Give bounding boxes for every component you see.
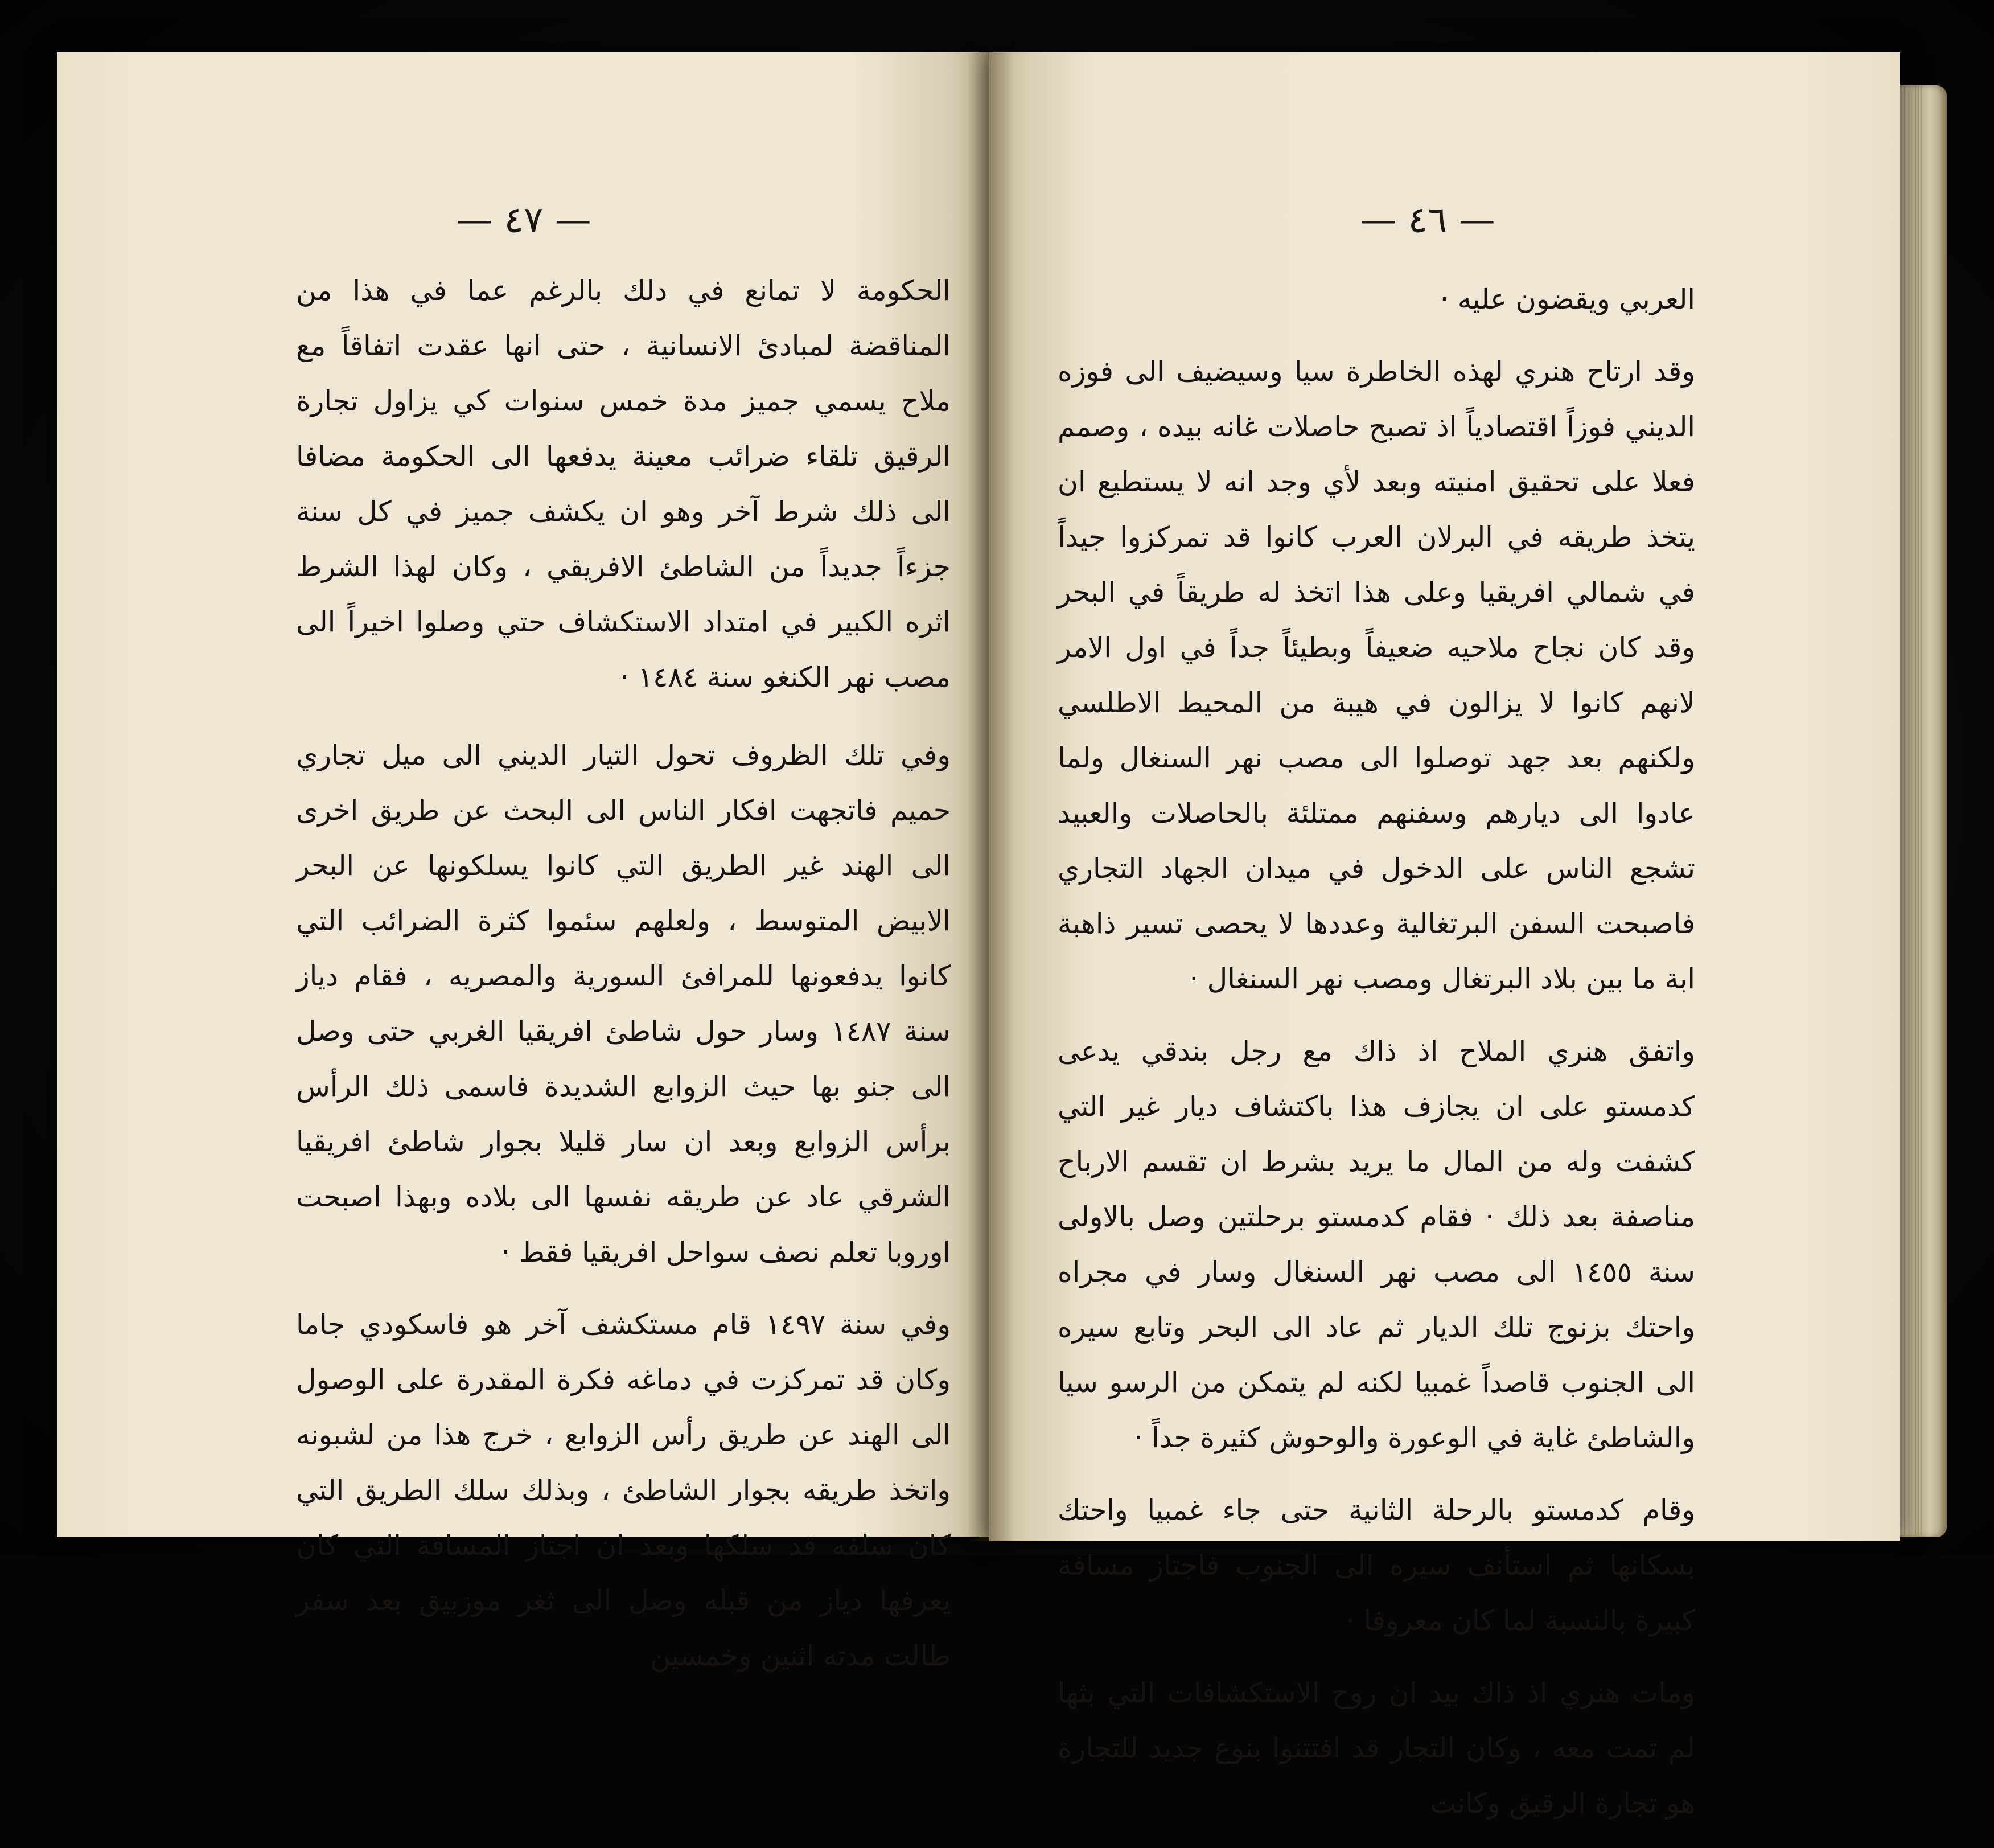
left-page-text (296, 263, 951, 1701)
paragraph: وفي سنة ١٤٩٧ قام مستكشف آخر هو فاسكودي جاما وكان قد تمركزت في دماغه فكرة المقدرة على الوصول الى الهند عن طريق رأس الزوابع ، خرج هذا من لشبونه واتخذ طريقه بجوار الشاطئ ، وبذلك سلك الطريق التي كان سلفه قد سلكها وبعد ان اجتاز المسافة التي كان يعرفها دياز من قبله وصل الى ثغر موزبيق بعد سفر طالت مدته اثنين وخمسين (296, 1308, 951, 1672)
paragraph: العربي ويقضون عليه · (1440, 283, 1695, 315)
paragraph: وقام كدمستو بالرحلة الثانية حتى جاء غمبيا واحتك بسكانها ثم استأنف سيره الى الجنوب فاجتاز مسافة كبيرة بالنسبة لما كان معروفا · (1058, 1494, 1695, 1637)
paragraph: ومات هنري اذ ذاك بيد ان روح الاستكشافات التي بثها لم تمت معه ، وكان التجار قد افتتنوا بنوع جديد للتجارة هو تجارة الرقيق وكانت (1058, 1677, 1695, 1820)
paragraph: وقد ارتاح هنري لهذه الخاطرة سيا وسيضيف الى فوزه الديني فوزاً اقتصادياً اذ تصبح حاصلات غانه بيده ، وصمم فعلا على تحقيق امنيته وبعد لأي وجد انه لا يستطيع ان يتخذ طريقه في البرلان العرب كانوا قد تمركزوا جيداً في شمالي افريقيا وعلى هذا اتخذ له طريقاً في البحر وقد كان نجاح ملاحيه ضعيفاً وبطيئاً جداً في اول الامر لانهم كانوا لا يزالون في هيبة من المحيط الاطلسي ولكنهم بعد جهد توصلوا الى مصب نهر السنغال ولما عادوا الى ديارهم وسفنهم ممتلئة بالحاصلات والعبيد تشجع الناس على الدخول في ميدان الجهاد التجاري فاصبحت السفن البرتغالية وعددها لا يحصى تسير ذاهبة ابة ما بين بلاد البرتغال ومصب نهر السنغال · (1058, 355, 1695, 995)
paragraph: وفي تلك الظروف تحول التيار الديني الى ميل تجاري حميم فاتجهت افكار الناس الى البحث عن طريق اخرى الى الهند غير الطريق التي كانوا يسلكونها عن البحر الابيض المتوسط ، ولعلهم سئموا كثرة الضرائب التي كانوا يدفعونها للمرافئ السورية والمصريه ، فقام دياز سنة ١٤٨٧ وسار حول شاطئ افريقيا الغربي حتى وصل الى جنو بها حيث الزوابع الشديدة فاسمى ذلك الرأس برأس الزوابع وبعد ان سار قليلا بجوار شاطئ افريقيا الشرقي عاد عن طريقه نفسها الى بلاده وبهذا اصبحت اوروبا تعلم نصف سواحل افريقيا فقط · (296, 739, 951, 1268)
right-page-text (1058, 272, 1695, 1848)
page-number: — ٤٦ — (1360, 199, 1495, 241)
paragraph: واتفق هنري الملاح اذ ذاك مع رجل بندقي يدعى كدمستو على ان يجازف هذا باكتشاف ديار غير التي كشفت وله من المال ما يريد بشرط ان تقسم الارباح مناصفة بعد ذلك · فقام كدمستو برحلتين وصل بالاولى سنة ١٤٥٥ الى مصب نهر السنغال وسار في مجراه واحتك بزنوج تلك الديار ثم عاد الى البحر وتابع سيره الى الجنوب قاصداً غمبيا لكنه لم يتمكن من الرسو سيا والشاطئ غاية في الوعورة والوحوش كثيرة جداً · (1058, 1035, 1695, 1454)
left-page (57, 52, 989, 1672)
page-number: — ٤٧ — (456, 199, 591, 241)
right-page (989, 52, 1900, 1820)
paragraph: الحكومة لا تمانع في دلك بالرغم عما في هذا من المناقضة لمبادئ الانسانية ، حتى انها عقدت اتفاقاً مع ملاح يسمي جميز مدة خمس سنوات كي يزاول تجارة الرقيق تلقاء ضرائب معينة يدفعها الى الحكومة مضافا الى ذلك شرط آخر وهو ان يكشف جميز في كل سنة جزءاً جديداً من الشاطئ الافريقي ، وكان لهذا الشرط اثره الكبير في امتداد الاستكشاف حتي وصلوا اخيراً الى مصب نهر الكنغو سنة ١٤٨٤ · (296, 274, 951, 693)
